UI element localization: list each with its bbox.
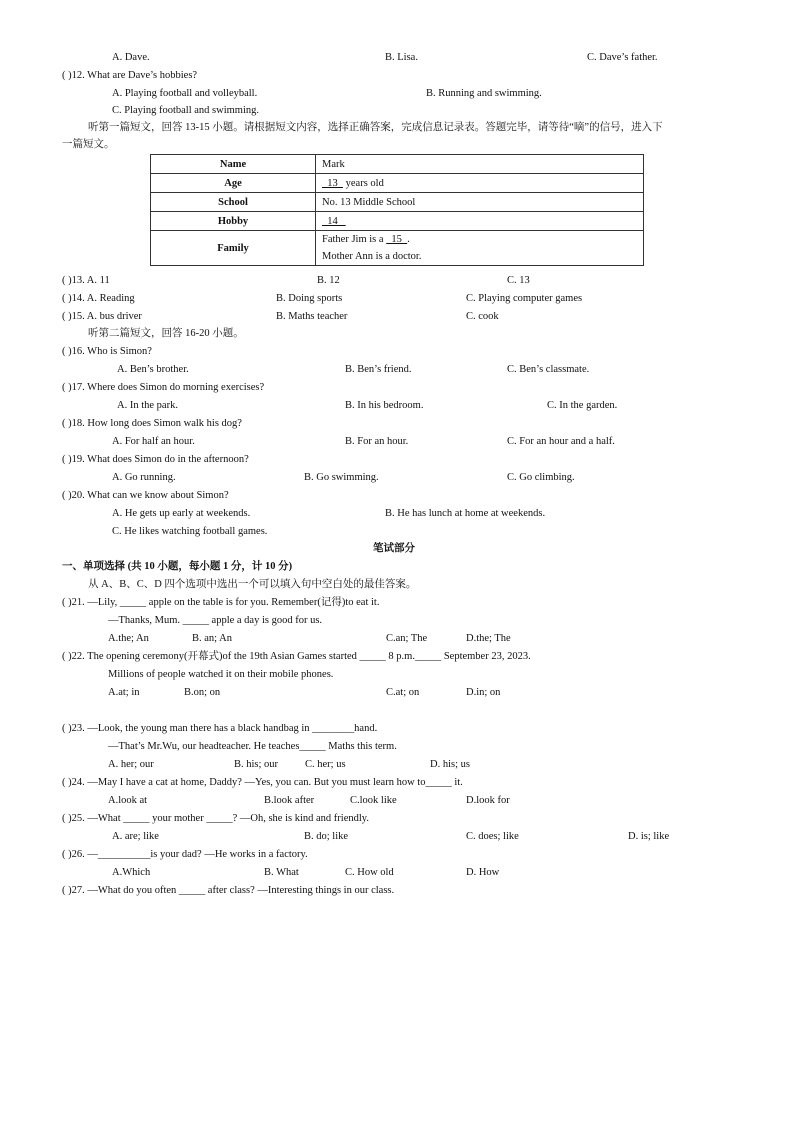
q23-option-a: A. her; our — [108, 759, 154, 770]
q19-option-b: B. Go swimming. — [304, 472, 379, 483]
q23-option-d: D. his; us — [430, 759, 470, 770]
q19-stem: ( )19. What does Simon do in the afternoon? — [62, 454, 249, 465]
q17-option-b: B. In his bedroom. — [345, 400, 424, 411]
q20-option-b: B. He has lunch at home at weekends. — [385, 508, 546, 519]
q12-stem: ( )12. What are Dave’s hobbies? — [62, 70, 198, 81]
q11-option-b: B. Lisa. — [385, 52, 418, 63]
q21-line1: ( )21. —Lily, _____ apple on the table is for you. Remember(记得)to eat it. — [62, 597, 380, 608]
q15-stem: ( )15. A. bus driver — [62, 311, 142, 322]
family-label: Family — [151, 231, 316, 266]
q22-line2: Millions of people watched it on their mobile phones. — [108, 669, 334, 680]
passage1-instruction-line1: 听第一篇短文，回答 13-15 小题。请根据短文内容，选择正确答案，完成信息记录表。答题完毕，请等待“嘀”的信号，进入下 — [88, 122, 663, 133]
q14-stem: ( )14. A. Reading — [62, 293, 135, 304]
written-part-title: 笔试部分 — [373, 543, 415, 554]
q24-line1: ( )24. —May I have a cat at home, Daddy? —Yes, you can. But you must learn how to_____ it. — [62, 777, 463, 788]
q22-line1: ( )22. The opening ceremony(开幕式)of the 19th Asian Games started _____ 8 p.m._____ September 23, 2023. — [62, 651, 531, 662]
name-label: Name — [151, 155, 316, 174]
q17-stem: ( )17. Where does Simon do morning exercises? — [62, 382, 265, 393]
q26-line1: ( )26. —__________is your dad? —He works in a factory. — [62, 849, 308, 860]
q19-option-a: A. Go running. — [112, 472, 176, 483]
family-line1-pre: Father Jim is a — [322, 234, 387, 245]
q23-line1: ( )23. —Look, the young man there has a black handbag in ________hand. — [62, 723, 378, 734]
q26-option-a: A.Which — [112, 867, 151, 878]
school-label: School — [151, 193, 316, 212]
q16-stem: ( )16. Who is Simon? — [62, 346, 152, 357]
blank-14: 14 — [322, 215, 346, 227]
q18-option-a: A. For half an hour. — [112, 436, 195, 447]
q24-option-b: B.look after — [264, 795, 315, 806]
q12-option-a: A. Playing football and volleyball. — [112, 88, 258, 99]
q20-option-a: A. He gets up early at weekends. — [112, 508, 251, 519]
q15-option-c: C. cook — [466, 311, 499, 322]
q24-option-a: A.look at — [108, 795, 148, 806]
q11-option-a: A. Dave. — [112, 52, 150, 63]
q20-stem: ( )20. What can we know about Simon? — [62, 490, 229, 501]
q21-line2: —Thanks, Mum. _____ apple a day is good for us. — [108, 615, 323, 626]
hobby-label: Hobby — [151, 212, 316, 231]
q22-option-d: D.in; on — [466, 687, 501, 698]
q15-option-b: B. Maths teacher — [276, 311, 348, 322]
q13-option-b: B. 12 — [317, 275, 340, 286]
q14-option-b: B. Doing sports — [276, 293, 343, 304]
q14-option-c: C. Playing computer games — [466, 293, 583, 304]
q21-option-d: D.the; The — [466, 633, 511, 644]
family-line1-post: . — [407, 234, 410, 245]
info-record-table — [150, 154, 644, 266]
q24-option-d: D.look for — [466, 795, 510, 806]
q12-option-c: C. Playing football and swimming. — [112, 105, 259, 116]
blank-13: 13 — [322, 177, 343, 189]
section1-title: 一、单项选择 (共 10 小题，每小题 1 分，计 10 分) — [62, 561, 293, 572]
q25-option-b: B. do; like — [304, 831, 349, 842]
q25-option-a: A. are; like — [112, 831, 159, 842]
q19-option-c: C. Go climbing. — [507, 472, 575, 483]
q17-option-a: A. In the park. — [117, 400, 178, 411]
family-line2: Mother Ann is a doctor. — [322, 251, 422, 262]
passage1-instruction-line2: 一篇短文。 — [62, 139, 115, 150]
q21-option-c: C.an; The — [386, 633, 428, 644]
q24-option-c: C.look like — [350, 795, 397, 806]
name-value: Mark — [316, 155, 644, 174]
passage2-instruction: 听第二篇短文，回答 16-20 小题。 — [88, 328, 244, 339]
q26-option-b: B. What — [264, 867, 299, 878]
q27-line1: ( )27. —What do you often _____ after class? —Interesting things in our class. — [62, 885, 395, 896]
hobby-value — [316, 212, 644, 231]
q12-option-b: B. Running and swimming. — [426, 88, 542, 99]
family-value — [316, 231, 644, 266]
q18-option-b: B. For an hour. — [345, 436, 409, 447]
q23-option-b: B. his; our — [234, 759, 279, 770]
school-value: No. 13 Middle School — [316, 193, 644, 212]
q18-stem: ( )18. How long does Simon walk his dog? — [62, 418, 242, 429]
q25-option-d: D. is; like — [628, 831, 670, 842]
q16-option-b: B. Ben’s friend. — [345, 364, 412, 375]
q26-option-d: D. How — [466, 867, 500, 878]
q11-option-c: C. Dave’s father. — [587, 52, 658, 63]
q18-option-c: C. For an hour and a half. — [507, 436, 615, 447]
blank-15: 15 — [386, 234, 408, 245]
q17-option-c: C. In the garden. — [547, 400, 618, 411]
q13-option-c: C. 13 — [507, 275, 530, 286]
age-label: Age — [151, 174, 316, 193]
q21-option-a: A.the; An — [108, 633, 149, 644]
q22-option-b: B.on; on — [184, 687, 221, 698]
q20-option-c: C. He likes watching football games. — [112, 526, 268, 537]
q23-option-c: C. her; us — [305, 759, 346, 770]
q16-option-a: A. Ben’s brother. — [117, 364, 189, 375]
q25-option-c: C. does; like — [466, 831, 519, 842]
q16-option-c: C. Ben’s classmate. — [507, 364, 590, 375]
q22-option-a: A.at; in — [108, 687, 140, 698]
q13-stem: ( )13. A. 11 — [62, 275, 110, 286]
age-value — [316, 174, 644, 193]
q25-line1: ( )25. —What _____ your mother _____? —Oh, she is kind and friendly. — [62, 813, 369, 824]
q21-option-b: B. an; An — [192, 633, 232, 644]
q22-option-c: C.at; on — [386, 687, 420, 698]
q23-line2: —That’s Mr.Wu, our headteacher. He teaches_____ Maths this term. — [108, 741, 397, 752]
q26-option-c: C. How old — [345, 867, 394, 878]
section1-instruction: 从 A、B、C、D 四个选项中选出一个可以填入句中空白处的最佳答案。 — [88, 579, 417, 590]
age-unit: years old — [345, 177, 384, 189]
